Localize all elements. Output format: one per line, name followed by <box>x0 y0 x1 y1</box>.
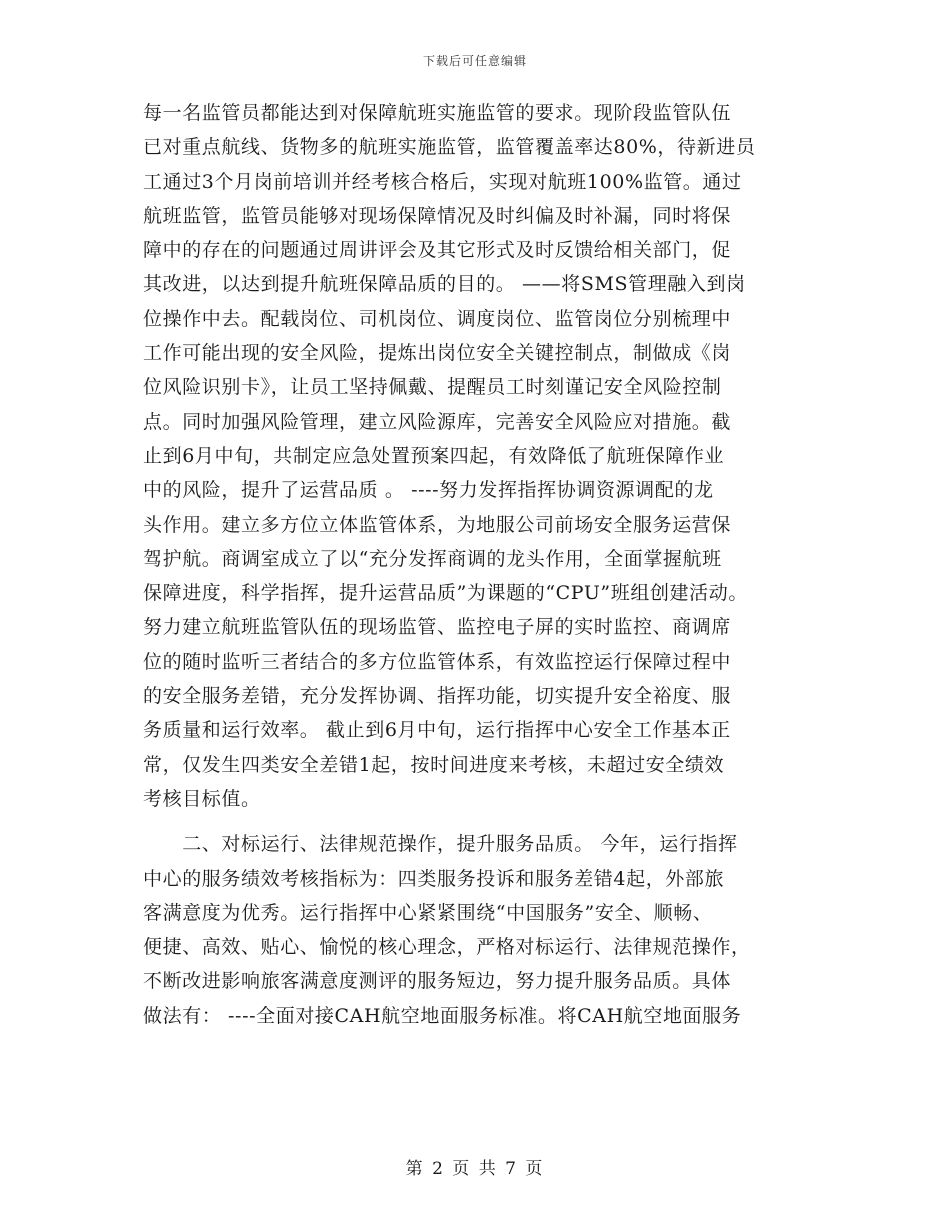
body-line-27: 做法有： ----全面对接CAH航空地面服务标准。将CAH航空地面服务 <box>143 1004 742 1027</box>
body-line-11: 止到6月中旬，共制定应急处置预案四起，有效降低了航班保障作业 <box>143 444 725 467</box>
body-line-5: 障中的存在的问题通过周讲评会及其它形式及时反馈给相关部门，促 <box>143 239 732 262</box>
body-line-18: 的安全服务差错，充分发挥协调、指挥功能，切实提升安全裕度、服 <box>143 685 732 708</box>
body-line-8: 工作可能出现的安全风险，提炼出岗位安全关键控制点，制做成《岗 <box>143 342 732 365</box>
body-line-26: 不断改进影响旅客满意度测评的服务短边，努力提升服务品质。具体 <box>143 970 732 993</box>
page-footer: 第 2 页 共 7 页 <box>405 1159 545 1179</box>
body-line-21: 考核目标值。 <box>143 787 261 810</box>
body-line-9: 位风险识别卡》，让员工坚持佩戴、提醒员工时刻谨记安全风险控制 <box>143 376 722 399</box>
body-line-1: 每一名监管员都能达到对保障航班实施监管的要求。现阶段监管队伍 <box>143 102 732 124</box>
page-header: 下载后可任意编辑 <box>422 54 527 68</box>
body-line-2: 已对重点航线、货物多的航班实施监管，监管覆盖率达80%，待新进员 <box>143 136 756 159</box>
body-line-24: 客满意度为优秀。运行指挥中心紧紧围绕“中国服务”安全、顺畅、 <box>143 901 713 924</box>
body-line-20: 常，仅发生四类安全差错1起，按时间进度来考核，未超过安全绩效 <box>143 753 725 776</box>
body-line-7: 位操作中去。配载岗位、司机岗位、调度岗位、监管岗位分别梳理中 <box>143 307 732 330</box>
body-line-12: 中的风险，提升了运营品质 。 ----努力发挥指挥协调资源调配的龙 <box>143 479 714 502</box>
body-line-17: 位的随时监听三者结合的多方位监管体系，有效监控运行保障过程中 <box>143 650 732 673</box>
body-line-23: 中心的服务绩效考核指标为：四类服务投诉和服务差错4起，外部旅 <box>143 867 725 890</box>
body-line-10: 点。同时加强风险管理，建立风险源库，完善安全风险应对措施。截 <box>143 410 732 433</box>
body-line-19: 务质量和运行效率。 截止到6月中旬，运行指挥中心安全工作基本正 <box>143 719 731 742</box>
body-line-13: 头作用。建立多方位立体监管体系，为地服公司前场安全服务运营保 <box>143 513 732 536</box>
body-line-22: 二、对标运行、法律规范操作，提升服务品质。 今年，运行指挥 <box>143 833 738 856</box>
body-line-15: 保障进度，科学指挥，提升运营品质”为课题的“CPU”班组创建活动。 <box>143 582 748 605</box>
body-line-25: 便捷、高效、贴心、愉悦的核心理念，严格对标运行、法律规范操作， <box>143 936 751 959</box>
body-line-14: 驾护航。商调室成立了以“充分发挥商调的龙头作用，全面掌握航班 <box>143 547 722 570</box>
body-line-4: 航班监管，监管员能够对现场保障情况及时纠偏及时补漏，同时将保 <box>143 204 732 227</box>
body-line-16: 努力建立航班监管队伍的现场监管、监控电子屏的实时监控、商调席 <box>143 616 732 639</box>
body-line-6: 其改进，以达到提升航班保障品质的目的。 ——将SMS管理融入到岗 <box>143 273 746 296</box>
body-line-3: 工通过3个月岗前培训并经考核合格后，实现对航班100%监管。通过 <box>143 170 742 193</box>
document-body <box>143 96 823 1033</box>
